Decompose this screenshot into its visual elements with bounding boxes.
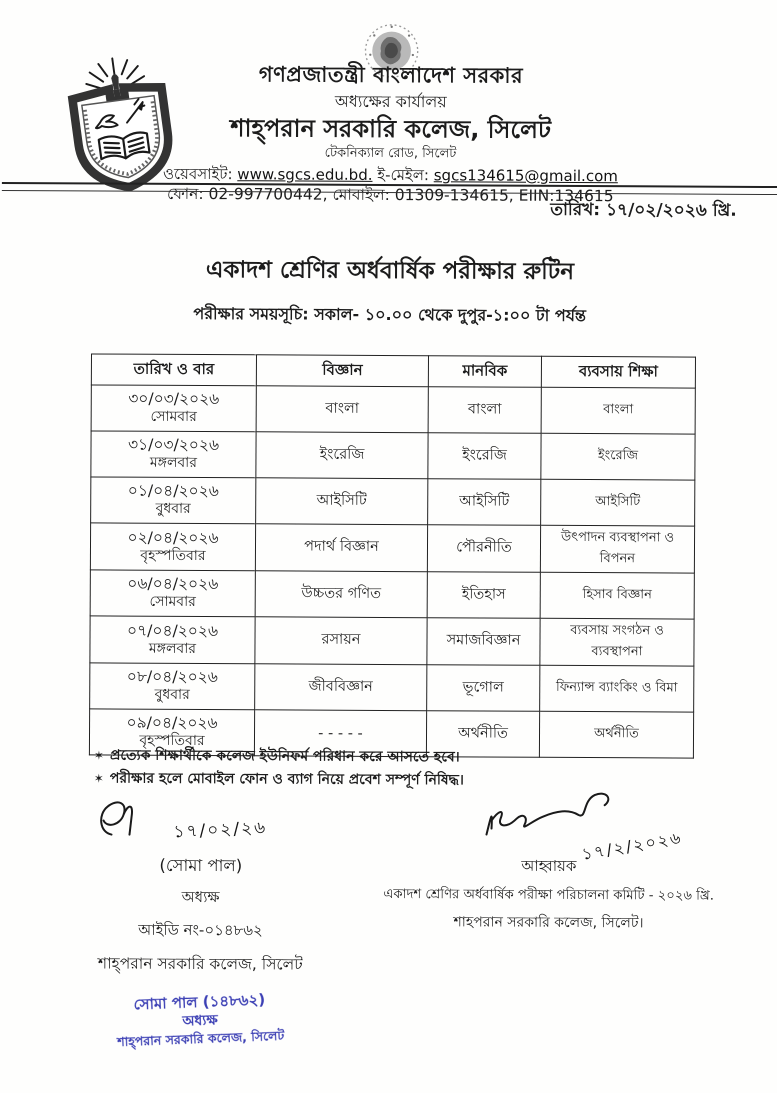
exam-date: ০১/০৪/২০২৬: [127, 481, 219, 501]
website-label: ওয়েবসাইট:: [162, 164, 233, 183]
date-cell: [91, 477, 256, 524]
humanities-subject: ইতিহাস: [427, 572, 540, 619]
stamp-name: সোমা পাল (১৪৮৬২): [133, 990, 266, 1014]
handwritten-date-left: ১৭/০২/২৬: [173, 817, 268, 843]
exam-schedule-subtitle: পরীক্ষার সময়সূচি: সকাল- ১০.০০ থেকে দুপুর-১:০০ টা পর্যন্ত: [193, 303, 587, 326]
exam-day: সোমবার: [150, 409, 197, 426]
table-row: [91, 477, 695, 526]
website-link[interactable]: www.sgcs.edu.bd.: [237, 164, 373, 184]
humanities-subject: পৌরনীতি: [427, 525, 540, 573]
issue-date: তারিখ: ১৭/০২/২০২৬ খ্রি.: [550, 199, 737, 221]
humanities-subject: আইসিটি: [428, 479, 541, 526]
email-label: ই-মেইল:: [377, 165, 430, 184]
science-subject: রসায়ন: [255, 617, 427, 665]
business-subject: ব্যবসায় সংগঠন ও ব্যবস্থাপনা: [540, 618, 694, 666]
principal-college: শাহ্‌পরান সরকারি কলেজ, সিলেট: [97, 954, 303, 974]
college-name: শাহ্‌পরান সরকারি কলেজ, সিলেট: [230, 114, 552, 145]
exam-day: মঙ্গলবার: [148, 640, 197, 657]
col-header-humanities: মানবিক: [428, 356, 541, 388]
principal-signature-block: [52, 794, 348, 1049]
instruction-text: পরীক্ষার হলে মোবাইল ফোন ও ব্যাগ নিয়ে প্রবেশ সম্পূর্ণ নিষিদ্ধ।: [109, 770, 464, 789]
col-header-business: ব্যবসায় শিক্ষা: [541, 356, 695, 388]
exam-day: বুধবার: [155, 501, 191, 518]
email-link[interactable]: sgcs134615@gmail.com: [433, 165, 618, 185]
business-subject: বাংলা: [541, 387, 695, 434]
business-subject: উৎপাদন ব্যবস্থাপনা ও বিপনন: [540, 525, 694, 573]
business-subject: হিসাব বিজ্ঞান: [540, 572, 694, 619]
convener-college: শাহপরান সরকারি কলেজ, সিলেট।: [453, 914, 644, 932]
business-subject: ফিন্যান্স ব্যাংকিং ও বিমা: [540, 665, 694, 712]
date-cell: [90, 570, 255, 617]
science-subject: পদার্থ বিজ্ঞান: [255, 524, 427, 572]
instructions: [94, 744, 464, 792]
principal-id: আইডি নং-০১৪৮৬২: [138, 920, 263, 940]
science-subject: জীববিজ্ঞান: [255, 664, 427, 711]
table-row: [90, 570, 694, 619]
humanities-subject: ইংরেজি: [428, 433, 541, 480]
instruction-item: [94, 744, 464, 769]
principal-stamp: [52, 986, 349, 1053]
date-cell: [90, 523, 255, 571]
exam-date: ০৭/০৪/২০২৬: [126, 621, 219, 640]
asterisk-bullet-icon: ✶: [93, 748, 105, 763]
exam-day: সোমবার: [149, 594, 196, 611]
exam-day: বুধবার: [154, 687, 190, 704]
date-cell: [91, 385, 256, 432]
col-header-date: তারিখ ও বার: [91, 354, 256, 386]
science-subject: ইংরেজি: [256, 432, 428, 479]
science-subject: আইসিটি: [256, 478, 428, 525]
date-cell: [90, 616, 255, 664]
science-subject: - - - - -: [254, 710, 426, 757]
business-subject: অর্থনীতি: [539, 711, 693, 758]
table-row: [90, 663, 694, 712]
exam-date: ৩১/০৩/২০২৬: [127, 435, 220, 455]
exam-routine-table: [89, 353, 696, 758]
table-row: [91, 431, 695, 480]
exam-day: বৃহস্পতিবার: [140, 547, 206, 564]
convener-signature-block: [376, 788, 722, 936]
business-subject: ইংরেজি: [541, 433, 695, 480]
office-line: অধ্যক্ষের কার্যালয়: [334, 91, 447, 112]
humanities-subject: ভূগোল: [427, 665, 540, 712]
asterisk-bullet-icon: ✶: [93, 771, 104, 786]
table-row: [91, 385, 695, 434]
exam-date: ০২/০৪/২০২৬: [127, 528, 219, 547]
science-subject: উচ্চতর গণিত: [255, 571, 427, 618]
table-row: [90, 616, 694, 666]
humanities-subject: বাংলা: [428, 387, 541, 434]
address-line: টেকনিক্যাল রোড, সিলেট: [324, 145, 457, 162]
humanities-subject: অর্থনীতি: [426, 711, 539, 758]
date-cell: [90, 663, 255, 710]
stamp-title: অধ্যক্ষ: [182, 1012, 219, 1030]
exam-day: বৃহস্পতিবার: [139, 733, 205, 750]
business-subject: আইসিটি: [541, 479, 695, 526]
handwritten-date-right: ১৭/২/২০২৬: [580, 827, 684, 864]
convener-title: আহ্বায়ক: [521, 856, 577, 875]
committee-line: একাদশ শ্রেণির অর্ধবার্ষিক পরীক্ষা পরিচালনা কমিটি - ২০২৬ খ্রি.: [383, 886, 714, 904]
exam-date: ০৬/০৪/২০২৬: [127, 574, 219, 594]
table-header-row: [91, 354, 695, 388]
exam-date: ০৯/০৪/২০২৬: [126, 713, 218, 733]
principal-name: (সোমা পাল): [159, 855, 243, 876]
exam-day: মঙ্গলবার: [149, 455, 197, 472]
date-cell: [91, 431, 256, 478]
stamp-college: শাহ্‌পরান সরকারি কলেজ, সিলেট: [116, 1027, 285, 1050]
science-subject: বাংলা: [256, 386, 428, 433]
government-line: গণপ্রজাতন্ত্রী বাংলাদেশ সরকার: [258, 62, 524, 88]
phone-line: ফোন: 02-997700442, মোবাইল: 01309-134615, EIIN:134615: [167, 185, 614, 206]
page-title: একাদশ শ্রেণির অর্ধবার্ষিক পরীক্ষার রুটিন: [205, 257, 575, 285]
exam-date: ০৮/০৪/২০২৬: [126, 667, 218, 687]
instruction-text: প্রত্যেক শিক্ষার্থীকে কলেজ ইউনিফর্ম পরিধান করে আসতে হবে।: [109, 747, 460, 766]
exam-date: ৩০/০৩/২০২৬: [128, 389, 220, 409]
humanities-subject: সমাজবিজ্ঞান: [427, 618, 540, 666]
principal-title: অধ্যক্ষ: [181, 887, 220, 907]
table-row: [90, 523, 694, 573]
col-header-science: বিজ্ঞান: [256, 355, 428, 387]
